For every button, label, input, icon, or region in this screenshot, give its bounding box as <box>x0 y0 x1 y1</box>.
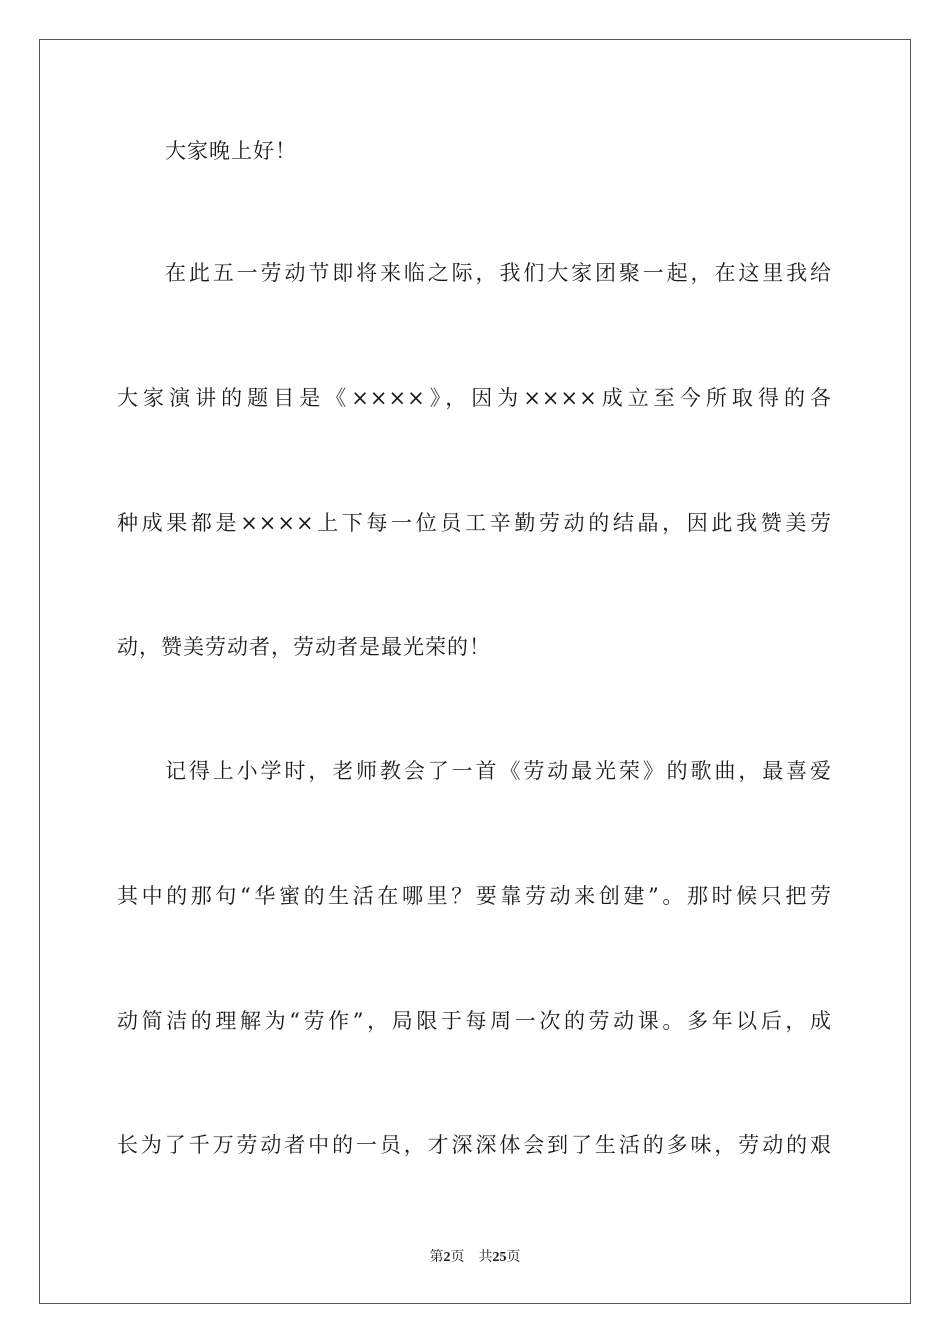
paragraph-line: 记得上小学时，老师教会了一首《劳动最光荣》的歌曲，最喜爱 <box>165 759 832 783</box>
paragraph-line: 长为了千万劳动者中的一员，才深深体会到了生活的多味，劳动的艰 <box>117 1133 832 1157</box>
paragraph-greeting: 大家晚上好！ <box>165 139 297 163</box>
paragraph-line: 在此五一劳动节即将来临之际，我们大家团聚一起，在这里我给 <box>165 261 832 285</box>
page-suffix: 页 <box>450 1249 465 1265</box>
page-frame <box>39 39 911 1304</box>
total-suffix: 页 <box>506 1249 521 1265</box>
total-prefix: 共 <box>478 1249 493 1265</box>
page-number: 2 <box>443 1250 451 1265</box>
total-pages: 25 <box>492 1250 507 1265</box>
paragraph-line: 其中的那句“华蜜的生活在哪里？要靠劳动来创建”。那时候只把劳 <box>117 884 832 908</box>
paragraph-line: 大家演讲的题目是《××××》，因为××××成立至今所取得的各 <box>117 386 832 410</box>
paragraph-line: 种成果都是××××上下每一位员工辛勤劳动的结晶，因此我赞美劳 <box>117 511 832 535</box>
page-prefix: 第 <box>429 1249 444 1265</box>
paragraph-line: 动，赞美劳动者，劳动者是最光荣的！ <box>117 635 491 659</box>
paragraph-line: 动简洁的理解为“劳作”，局限于每周一次的劳动课。多年以后，成 <box>117 1009 832 1033</box>
page-footer <box>0 1247 950 1268</box>
